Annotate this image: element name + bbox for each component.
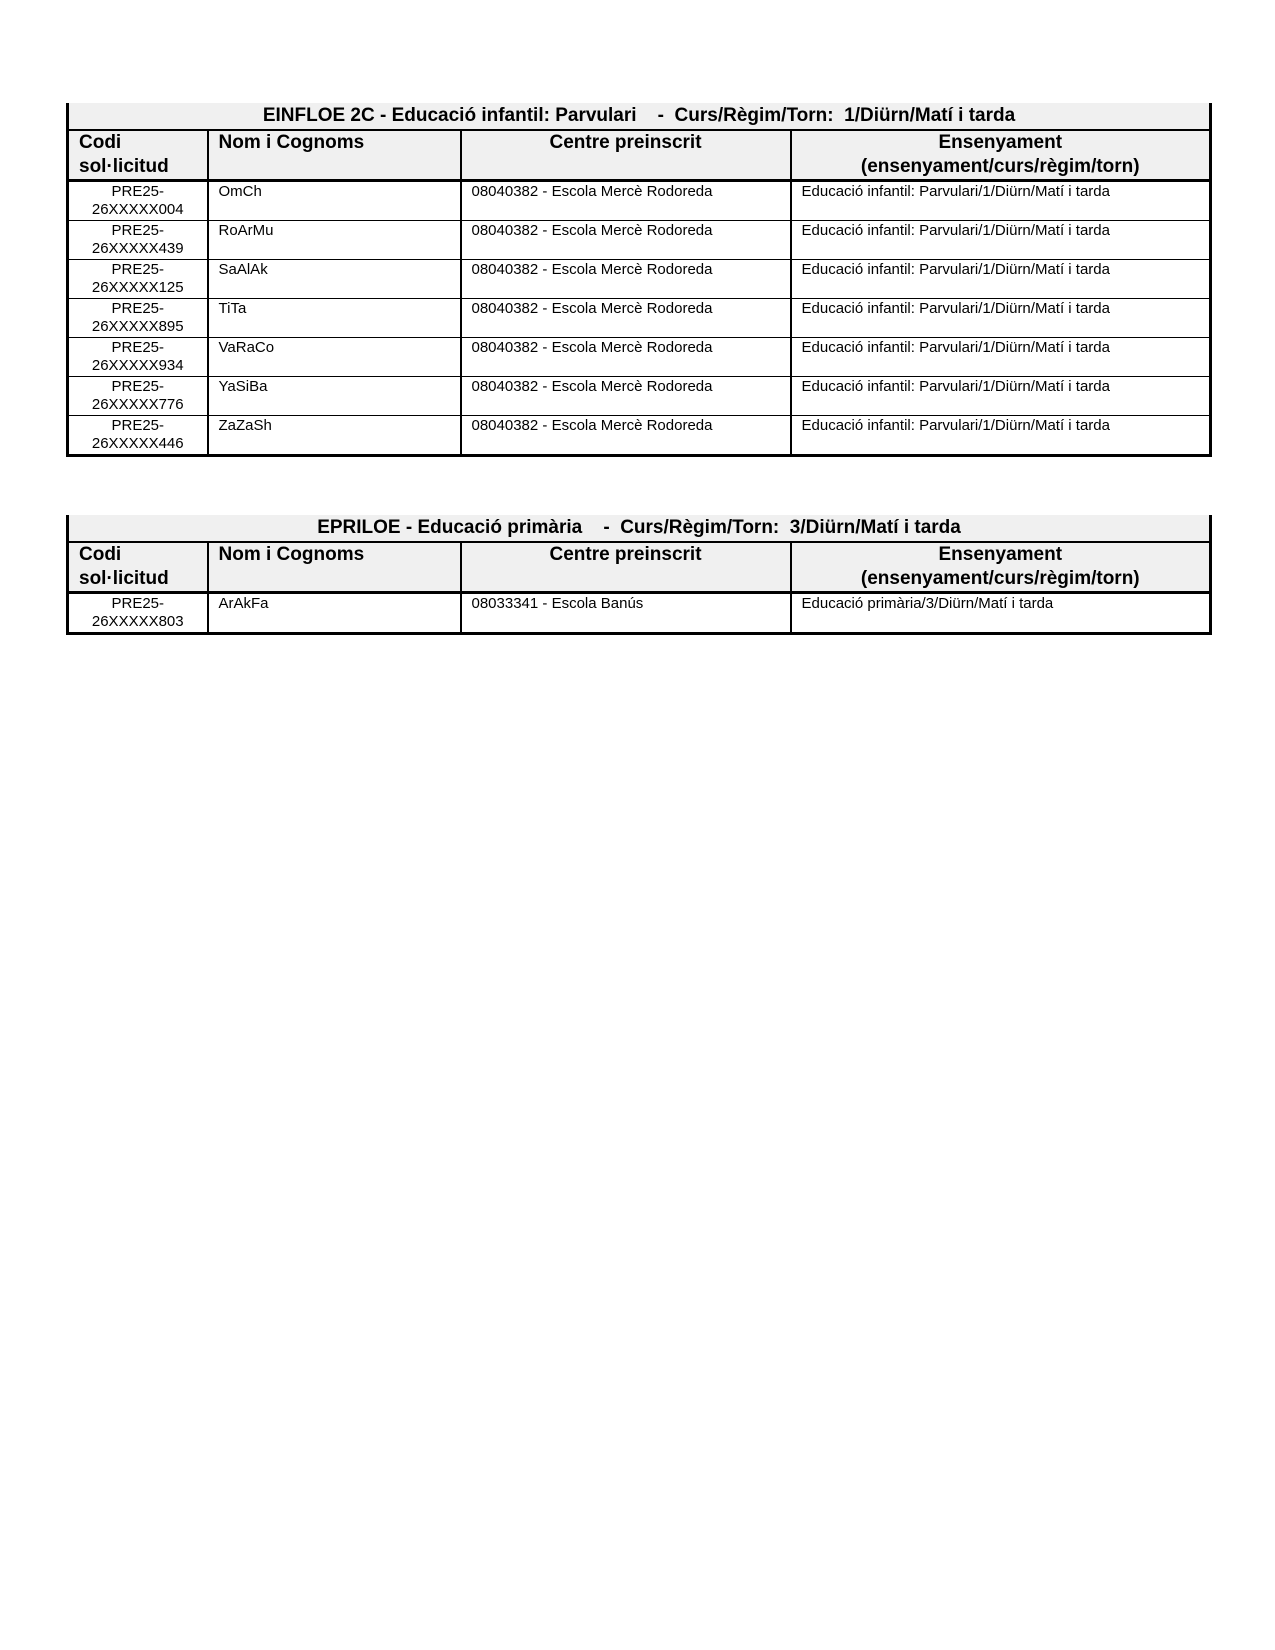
cell-nom: ZaZaSh bbox=[218, 417, 272, 434]
cell-centre-wrap bbox=[461, 221, 791, 260]
applications-table bbox=[66, 515, 1212, 635]
column-header-ensenyament: Ensenyament (ensenyament/curs/règim/torn) bbox=[791, 130, 1211, 181]
cell-ensenyament: Educació infantil: Parvulari/1/Diürn/Matí i tarda bbox=[801, 300, 1110, 317]
cell-centre: 08040382 - Escola Mercè Rodoreda bbox=[471, 222, 713, 239]
cell-nom-wrap bbox=[208, 221, 461, 260]
cell-nom: OmCh bbox=[218, 183, 262, 200]
cell-codi-wrap bbox=[68, 260, 208, 299]
cell-ensenyament-wrap bbox=[791, 338, 1211, 377]
cell-ensenyament-wrap bbox=[791, 221, 1211, 260]
cell-ensenyament-wrap bbox=[791, 416, 1211, 456]
column-header-centre: Centre preinscrit bbox=[461, 130, 791, 181]
cell-ensenyament: Educació infantil: Parvulari/1/Diürn/Matí i tarda bbox=[801, 183, 1110, 200]
cell-centre: 08040382 - Escola Mercè Rodoreda bbox=[471, 378, 713, 395]
cell-ensenyament-wrap bbox=[791, 181, 1211, 221]
cell-centre: 08033341 - Escola Banús bbox=[471, 595, 644, 612]
table-row bbox=[68, 260, 1211, 299]
cell-ensenyament-wrap bbox=[791, 377, 1211, 416]
cell-nom: VaRaCo bbox=[218, 339, 275, 356]
cell-centre-wrap bbox=[461, 416, 791, 456]
table-row bbox=[68, 416, 1211, 456]
cell-centre: 08040382 - Escola Mercè Rodoreda bbox=[471, 339, 713, 356]
cell-nom-wrap bbox=[208, 416, 461, 456]
cell-codi: PRE25- 26XXXXX125 bbox=[91, 261, 184, 296]
column-header-ensenyament: Ensenyament (ensenyament/curs/règim/torn) bbox=[791, 542, 1211, 593]
group-table-einfloe bbox=[66, 103, 1209, 457]
table-row bbox=[68, 377, 1211, 416]
cell-centre-wrap bbox=[461, 377, 791, 416]
cell-nom-wrap bbox=[208, 260, 461, 299]
cell-nom-wrap bbox=[208, 299, 461, 338]
column-header-nom: Nom i Cognoms bbox=[208, 542, 461, 593]
column-header-centre: Centre preinscrit bbox=[461, 542, 791, 593]
table-row bbox=[68, 593, 1211, 634]
cell-codi-wrap bbox=[68, 416, 208, 456]
cell-centre-wrap bbox=[461, 593, 791, 634]
cell-nom-wrap bbox=[208, 181, 461, 221]
cell-centre-wrap bbox=[461, 299, 791, 338]
group-table-epriloe bbox=[66, 515, 1209, 635]
cell-codi: PRE25- 26XXXXX895 bbox=[91, 300, 184, 335]
cell-codi: PRE25- 26XXXXX803 bbox=[91, 595, 184, 630]
cell-codi-wrap bbox=[68, 299, 208, 338]
cell-codi-wrap bbox=[68, 593, 208, 634]
cell-codi: PRE25- 26XXXXX446 bbox=[91, 417, 184, 452]
column-header-codi: Codi sol·licitud bbox=[68, 130, 208, 181]
cell-codi-wrap bbox=[68, 181, 208, 221]
column-header-codi: Codi sol·licitud bbox=[68, 542, 208, 593]
table-row bbox=[68, 221, 1211, 260]
applications-table bbox=[66, 103, 1212, 457]
cell-nom-wrap bbox=[208, 338, 461, 377]
cell-codi-wrap bbox=[68, 338, 208, 377]
cell-nom: ArAkFa bbox=[218, 595, 269, 612]
cell-codi: PRE25- 26XXXXX934 bbox=[91, 339, 184, 374]
cell-codi-wrap bbox=[68, 377, 208, 416]
cell-ensenyament-wrap bbox=[791, 299, 1211, 338]
column-header-nom: Nom i Cognoms bbox=[208, 130, 461, 181]
table-row bbox=[68, 181, 1211, 221]
cell-codi: PRE25- 26XXXXX004 bbox=[91, 183, 184, 218]
cell-codi-wrap bbox=[68, 221, 208, 260]
table-row bbox=[68, 299, 1211, 338]
cell-ensenyament: Educació infantil: Parvulari/1/Diürn/Matí i tarda bbox=[801, 417, 1110, 434]
group-title: EINFLOE 2C - Educació infantil: Parvulari - Curs/Règim/Torn: 1/Diürn/Matí i tarda bbox=[68, 103, 1211, 130]
cell-codi: PRE25- 26XXXXX439 bbox=[91, 222, 184, 257]
cell-centre: 08040382 - Escola Mercè Rodoreda bbox=[471, 261, 713, 278]
cell-nom: YaSiBa bbox=[218, 378, 268, 395]
cell-centre-wrap bbox=[461, 338, 791, 377]
table-row bbox=[68, 338, 1211, 377]
cell-centre: 08040382 - Escola Mercè Rodoreda bbox=[471, 417, 713, 434]
cell-nom: SaAlAk bbox=[218, 261, 268, 278]
group-title: EPRILOE - Educació primària - Curs/Règim/Torn: 3/Diürn/Matí i tarda bbox=[68, 515, 1211, 542]
cell-codi: PRE25- 26XXXXX776 bbox=[91, 378, 184, 413]
cell-centre: 08040382 - Escola Mercè Rodoreda bbox=[471, 183, 713, 200]
cell-centre-wrap bbox=[461, 260, 791, 299]
cell-ensenyament: Educació infantil: Parvulari/1/Diürn/Matí i tarda bbox=[801, 261, 1110, 278]
cell-ensenyament: Educació primària/3/Diürn/Matí i tarda bbox=[801, 595, 1054, 612]
cell-centre: 08040382 - Escola Mercè Rodoreda bbox=[471, 300, 713, 317]
cell-ensenyament: Educació infantil: Parvulari/1/Diürn/Matí i tarda bbox=[801, 222, 1110, 239]
cell-ensenyament: Educació infantil: Parvulari/1/Diürn/Matí i tarda bbox=[801, 339, 1110, 356]
cell-nom: RoArMu bbox=[218, 222, 274, 239]
cell-ensenyament-wrap bbox=[791, 260, 1211, 299]
cell-nom: TiTa bbox=[218, 300, 247, 317]
cell-nom-wrap bbox=[208, 593, 461, 634]
cell-ensenyament-wrap bbox=[791, 593, 1211, 634]
cell-nom-wrap bbox=[208, 377, 461, 416]
cell-centre-wrap bbox=[461, 181, 791, 221]
cell-ensenyament: Educació infantil: Parvulari/1/Diürn/Matí i tarda bbox=[801, 378, 1110, 395]
